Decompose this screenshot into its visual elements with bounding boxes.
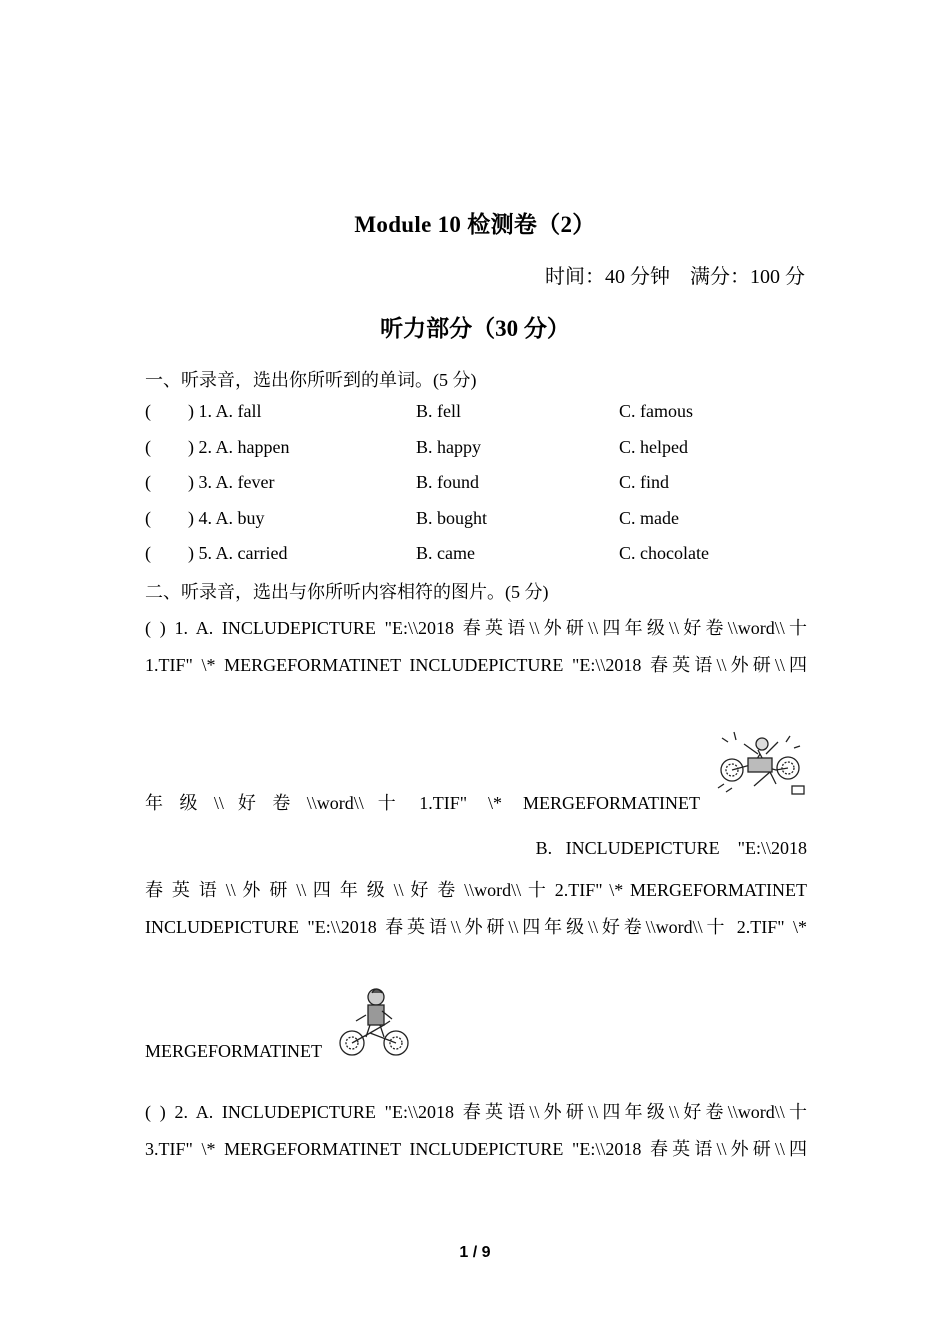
girl-fallen-from-bike-picture	[714, 728, 810, 800]
option-b: B. fell	[416, 401, 461, 421]
question-row	[145, 508, 825, 534]
option-a: ) 5. A. carried	[188, 543, 288, 563]
option-a: ) 3. A. fever	[188, 472, 275, 492]
answer-paren: (	[145, 508, 151, 528]
question-text-line: 春 英 语 \\ 外 研 \\ 四 年 级 \\ 好 卷 \\word\\ 十 2.TIF" \* MERGEFORMATINET	[145, 880, 807, 900]
option-b: B. found	[416, 472, 479, 492]
option-c: C. chocolate	[619, 543, 709, 563]
option-a: ) 1. A. fall	[188, 401, 262, 421]
option-c: C. helped	[619, 437, 688, 457]
question-row	[145, 401, 825, 427]
question-text-line: 年 级 \\ 好 卷 \\word\\ 十 1.TIF" \* MERGEFORMATINET	[145, 793, 700, 813]
question-text-line: ( ) 2. A. INCLUDEPICTURE "E:\\2018 春英语\\外研\\四年级\\好卷\\word\\十	[145, 1102, 807, 1122]
option-b: B. bought	[416, 508, 488, 528]
question-row	[145, 472, 825, 498]
option-a: ) 2. A. happen	[188, 437, 290, 457]
answer-paren: (	[145, 401, 151, 421]
answer-paren: (	[145, 543, 151, 563]
question-text-line: INCLUDEPICTURE "E:\\2018 春英语\\外研\\四年级\\好卷\\word\\十 2.TIF" \*	[145, 917, 807, 937]
option-b: B. happy	[416, 437, 481, 457]
question-text-line: 1.TIF" \* MERGEFORMATINET INCLUDEPICTURE "E:\\2018 春英语\\外研\\四	[145, 655, 807, 675]
boy-riding-bike-picture	[336, 985, 412, 1059]
option-b-text: B. INCLUDEPICTURE "E:\\2018	[535, 838, 807, 858]
time-score-info: 时间：40 分钟 满分：100 分	[545, 266, 805, 288]
part2-instruction: 二、听录音，选出与你所听内容相符的图片。(5 分)	[145, 582, 549, 602]
page-number: 1 / 9	[459, 1244, 491, 1261]
question-text-line: MERGEFORMATINET	[145, 1041, 323, 1061]
page-title: Module 10 检测卷（2）	[354, 212, 596, 237]
option-c: C. famous	[619, 401, 693, 421]
option-c: C. made	[619, 508, 679, 528]
part1-instruction: 一、听录音，选出你所听到的单词。(5 分)	[145, 370, 477, 390]
question-text-line: ( ) 1. A. INCLUDEPICTURE "E:\\2018 春英语\\外研\\四年级\\好卷\\word\\十	[145, 618, 807, 638]
question-text-line: 3.TIF" \* MERGEFORMATINET INCLUDEPICTURE "E:\\2018 春英语\\外研\\四	[145, 1139, 807, 1159]
question-row	[145, 543, 825, 569]
option-b: B. came	[416, 543, 475, 563]
answer-paren: (	[145, 472, 151, 492]
section-title: 听力部分（30 分）	[380, 316, 570, 341]
answer-paren: (	[145, 437, 151, 457]
option-a: ) 4. A. buy	[188, 508, 265, 528]
option-c: C. find	[619, 472, 670, 492]
question-row	[145, 437, 825, 463]
